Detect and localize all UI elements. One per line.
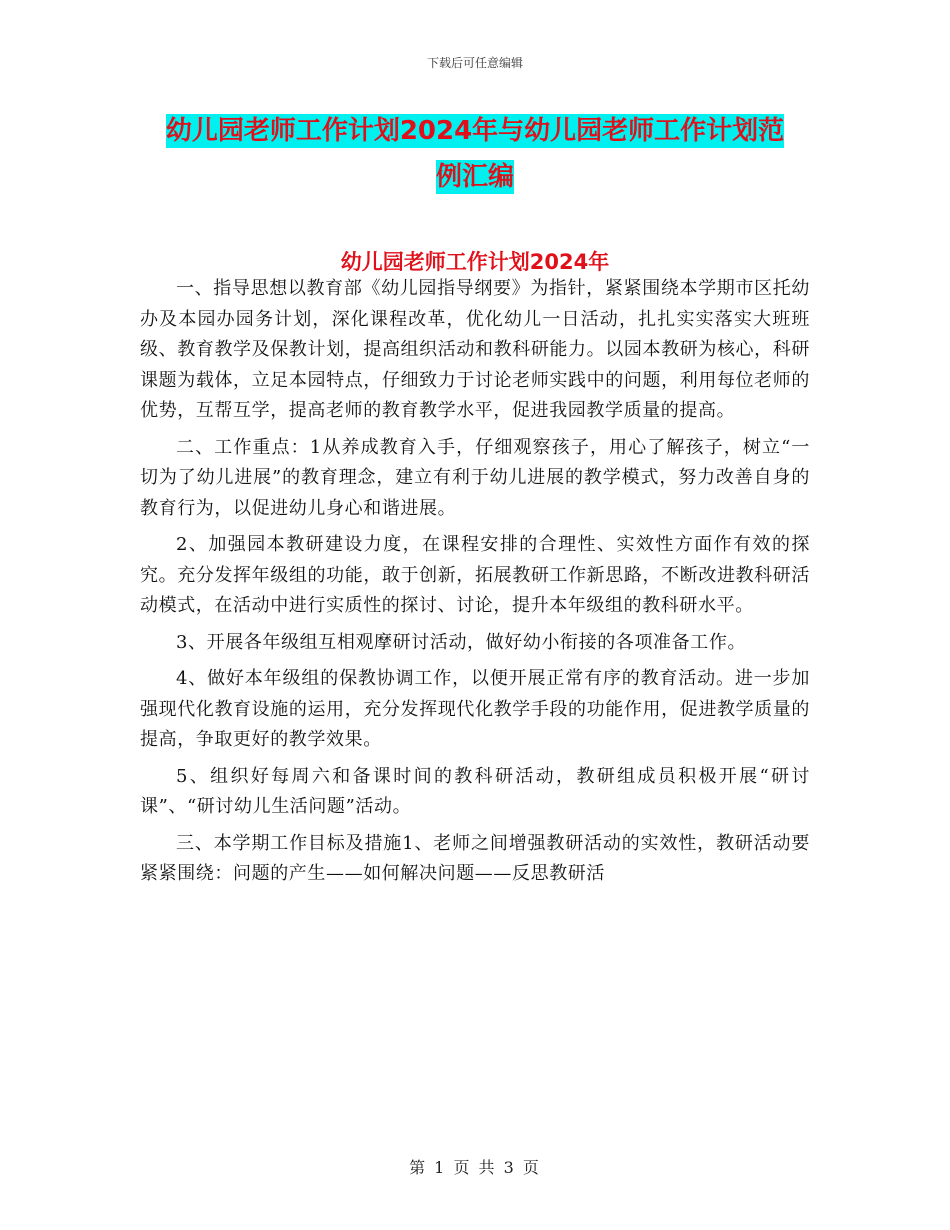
document-title	[140, 108, 810, 200]
paragraph-item-2: 2、加强园本教研建设力度，在课程安排的合理性、实效性方面作有效的探究。充分发挥年级组的功能，敢于创新，拓展教研工作新思路，不断改进教科研活动模式，在活动中进行实质性的探讨、讨论，提升本年级组的教科研水平。	[140, 534, 810, 616]
paragraph-item-5: 5、组织好每周六和备课时间的教科研活动，教研组成员积极开展“研讨课”、“研讨幼儿生活问题”活动。	[140, 765, 810, 817]
paragraph-work-focus: 二、工作重点：1从养成教育入手，仔细观察孩子，用心了解孩子，树立“一切为了幼儿进展”的教育理念，建立有利于幼儿进展的教学模式，努力改善自身的教育行为，以促进幼儿身心和谐进展。	[140, 436, 810, 519]
document-body	[140, 274, 810, 896]
section-title: 幼儿园老师工作计划2024年	[340, 250, 610, 274]
document-title-line-1: 幼儿园老师工作计划2024年与幼儿园老师工作计划范	[165, 116, 785, 146]
page-footer: 第 1 页 共 3 页	[409, 1158, 541, 1177]
paragraph-goals-measures: 三、本学期工作目标及措施1、老师之间增强教研活动的实效性，教研活动要紧紧围绕：问题的产生——如何解决问题——反思教研活	[140, 832, 810, 884]
paragraph-guiding-ideology: 一、指导思想以教育部《幼儿园指导纲要》为指针，紧紧围绕本学期市区托幼办及本园办园务计划，深化课程改革，优化幼儿一日活动，扎扎实实落实大班班级、教育教学及保教计划，提高组织活动和教科研能力。以园本教研为核心，科研课题为载体，立足本园特点，仔细致力于讨论老师实践中的问题，利用每位老师的优势，互帮互学，提高老师的教育教学水平，促进我园教学质量的提高。	[140, 278, 810, 421]
paragraph-item-3: 3、开展各年级组互相观摩研讨活动，做好幼小衔接的各项准备工作。	[176, 631, 747, 653]
document-title-line-2: 例汇编	[435, 162, 514, 192]
paragraph-item-4: 4、做好本年级组的保教协调工作，以便开展正常有序的教育活动。进一步加强现代化教育设施的运用，充分发挥现代化教学手段的功能作用，促进教学质量的提高，争取更好的教学效果。	[140, 668, 810, 750]
header-note: 下载后可任意编辑	[426, 56, 523, 70]
